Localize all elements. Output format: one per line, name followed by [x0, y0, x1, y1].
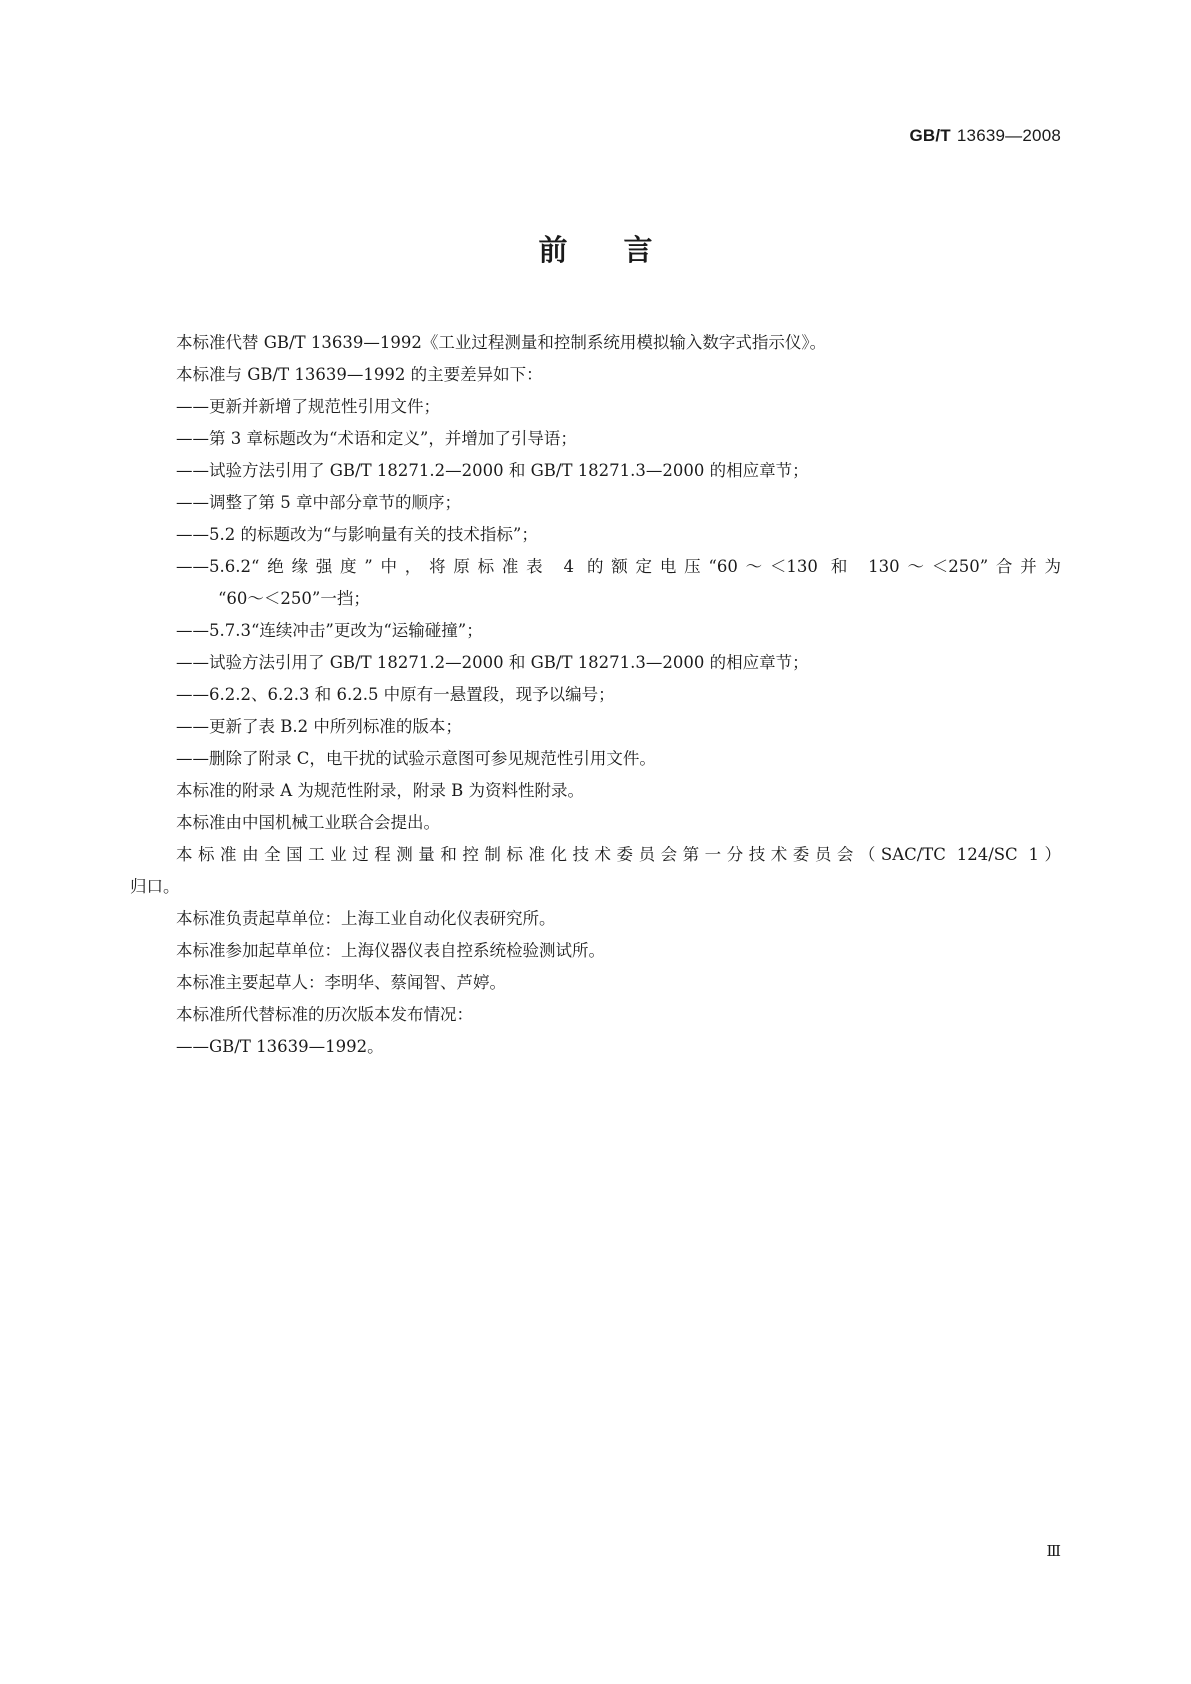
paragraph-annexes: 本标准的附录 A 为规范性附录，附录 B 为资料性附录。 [176, 781, 585, 800]
dash-item: ——试验方法引用了 GB/T 18271.2—2000 和 GB/T 18271.3—2000 的相应章节； [176, 461, 809, 480]
paragraph-proposed-by: 本标准由中国机械工业联合会提出。 [176, 813, 440, 832]
paragraph-under-jurisdiction: 本标准由全国工业过程测量和控制标准化技术委员会第一分技术委员会（SAC/TC 124/SC 1） [176, 845, 1061, 864]
dash-item: ——删除了附录 C，电干扰的试验示意图可参见规范性引用文件。 [176, 749, 656, 768]
dash-item: ——更新了表 B.2 中所列标准的版本； [176, 717, 462, 736]
standard-number-year: 13639—2008 [956, 126, 1061, 145]
paragraph-participating-unit: 本标准参加起草单位：上海仪器仪表自控系统检验测试所。 [176, 941, 605, 960]
dash-item-wrapped: ——5.6.2“绝缘强度”中，将原标准表 4 的额定电压“60～＜130 和 130～＜250”合并为 [176, 557, 1061, 576]
standard-number [909, 126, 1061, 146]
foreword-body [130, 327, 1061, 1063]
paragraph-history-intro: 本标准所代替标准的历次版本发布情况： [176, 1005, 473, 1024]
dash-item: ——5.2 的标题改为“与影响量有关的技术指标”； [176, 525, 538, 544]
page-title [0, 228, 1191, 269]
dash-item: ——调整了第 5 章中部分章节的顺序； [176, 493, 461, 512]
paragraph-replaces: 本标准代替 GB/T 13639—1992《工业过程测量和控制系统用模拟输入数字式指示仪》。 [176, 333, 827, 352]
dash-item: ——GB/T 13639—1992。 [176, 1037, 384, 1056]
dash-item: ——5.7.3“连续冲击”更改为“运输碰撞”； [176, 621, 483, 640]
dash-item: ——6.2.2、6.2.3 和 6.2.5 中原有一悬置段，现予以编号； [176, 685, 615, 704]
page-number: Ⅲ [1046, 1542, 1061, 1560]
title-char-2: 言 [623, 233, 653, 267]
dash-item-continuation: “60～＜250”一挡； [218, 589, 370, 608]
dash-item: ——更新并新增了规范性引用文件； [176, 397, 440, 416]
dash-item: ——试验方法引用了 GB/T 18271.2—2000 和 GB/T 18271.3—2000 的相应章节； [176, 653, 809, 672]
standard-code: GB/T [909, 126, 951, 145]
paragraph-under-jurisdiction-continuation: 归口。 [130, 877, 180, 896]
paragraph-differences-intro: 本标准与 GB/T 13639—1992 的主要差异如下： [176, 365, 543, 384]
paragraph-drafting-unit: 本标准负责起草单位：上海工业自动化仪表研究所。 [176, 909, 556, 928]
title-char-1: 前 [538, 233, 568, 267]
dash-item: ——第 3 章标题改为“术语和定义”，并增加了引导语； [176, 429, 577, 448]
paragraph-drafters: 本标准主要起草人：李明华、蔡闻智、芦婷。 [176, 973, 506, 992]
